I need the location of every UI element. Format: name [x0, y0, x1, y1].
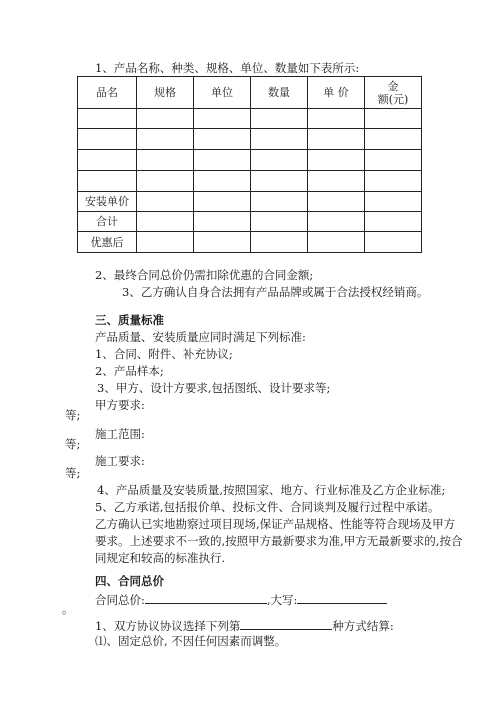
table-row [78, 129, 422, 150]
quality-item-1: 1、合同、附件、补充协议; [95, 347, 233, 361]
table-row [78, 171, 422, 192]
settlement-suffix: 种方式结算: [332, 619, 394, 633]
deng-1: 等; [65, 408, 81, 422]
table-row [78, 150, 422, 171]
deng-3: 等; [65, 466, 81, 480]
row-label-install-price: 安装单价 [78, 192, 137, 212]
total-price-line [95, 591, 387, 607]
table-row-total [78, 212, 422, 232]
settlement-blank [240, 617, 332, 630]
quality-item-4: 4、产品质量及安装质量,按照国家、地方、行业标准及乙方企业标准; [97, 483, 446, 497]
quality-intro: 产品质量、安装质量应同时满足下列标准: [95, 330, 306, 344]
col-header-spec: 规格 [137, 77, 194, 109]
table-row-discounted [78, 232, 422, 253]
product-table [77, 76, 422, 253]
requirement-scope-label: 施工范围: [95, 427, 145, 441]
para-3: 3、乙方确认自身合法拥有产品品牌或属于合法授权经销商。 [122, 285, 429, 299]
col-header-amount: 金 额(元) [365, 77, 422, 109]
col-header-qty: 数量 [251, 77, 308, 109]
total-price-label: 合同总价: [95, 593, 145, 607]
price-heading: 四、合同总价 [95, 574, 164, 588]
col-header-price: 单 价 [308, 77, 365, 109]
total-price-blank [145, 591, 267, 604]
daxie-blank [297, 591, 387, 604]
quality-item-5: 5、乙方承诺,包括报价单、投标文件、合同谈判及履行过程中承诺。 [95, 500, 440, 514]
para-2: 2、最终合同总价仍需扣除优惠的合同金额; [95, 268, 314, 282]
col-header-unit: 单位 [194, 77, 251, 109]
quality-item-3: 3、甲方、设计方要求,包括图纸、设计要求等; [97, 381, 331, 395]
table-row-install-price [78, 192, 422, 212]
row-label-discounted: 优惠后 [78, 232, 137, 253]
settlement-option-1: ⑴、固定总价, 不因任何因素而调整。 [95, 634, 287, 648]
requirement-construction-label: 施工要求: [95, 454, 145, 468]
daxie-label: ,大写: [266, 593, 298, 607]
site-survey-line-2: 要求。上述要求不一致的,按照甲方最新要求为准,甲方无最新要求的,按合 [95, 534, 463, 548]
col-header-name: 品名 [78, 77, 137, 109]
quality-item-2: 2、产品样本; [95, 364, 164, 378]
site-survey-line-1: 乙方确认已实地勘察过项目现场,保证产品规格、性能等符合现场及甲方 [95, 517, 456, 531]
site-survey-line-3: 同规定和较高的标准执行. [95, 551, 226, 565]
row-label-total: 合计 [78, 212, 137, 232]
total-price-period: 。 [62, 602, 74, 616]
settlement-prefix: 1、双方协议协议选择下列第 [95, 619, 241, 633]
requirement-party-a-label: 甲方要求: [95, 398, 145, 412]
table-header-row [78, 77, 422, 109]
settlement-line [95, 617, 394, 633]
section1-intro: 1、产品名称、种类、规格、单位、数量如下表所示: [95, 61, 360, 75]
quality-heading: 三、质量标准 [95, 313, 164, 327]
table-row [78, 109, 422, 129]
deng-2: 等; [65, 437, 81, 451]
